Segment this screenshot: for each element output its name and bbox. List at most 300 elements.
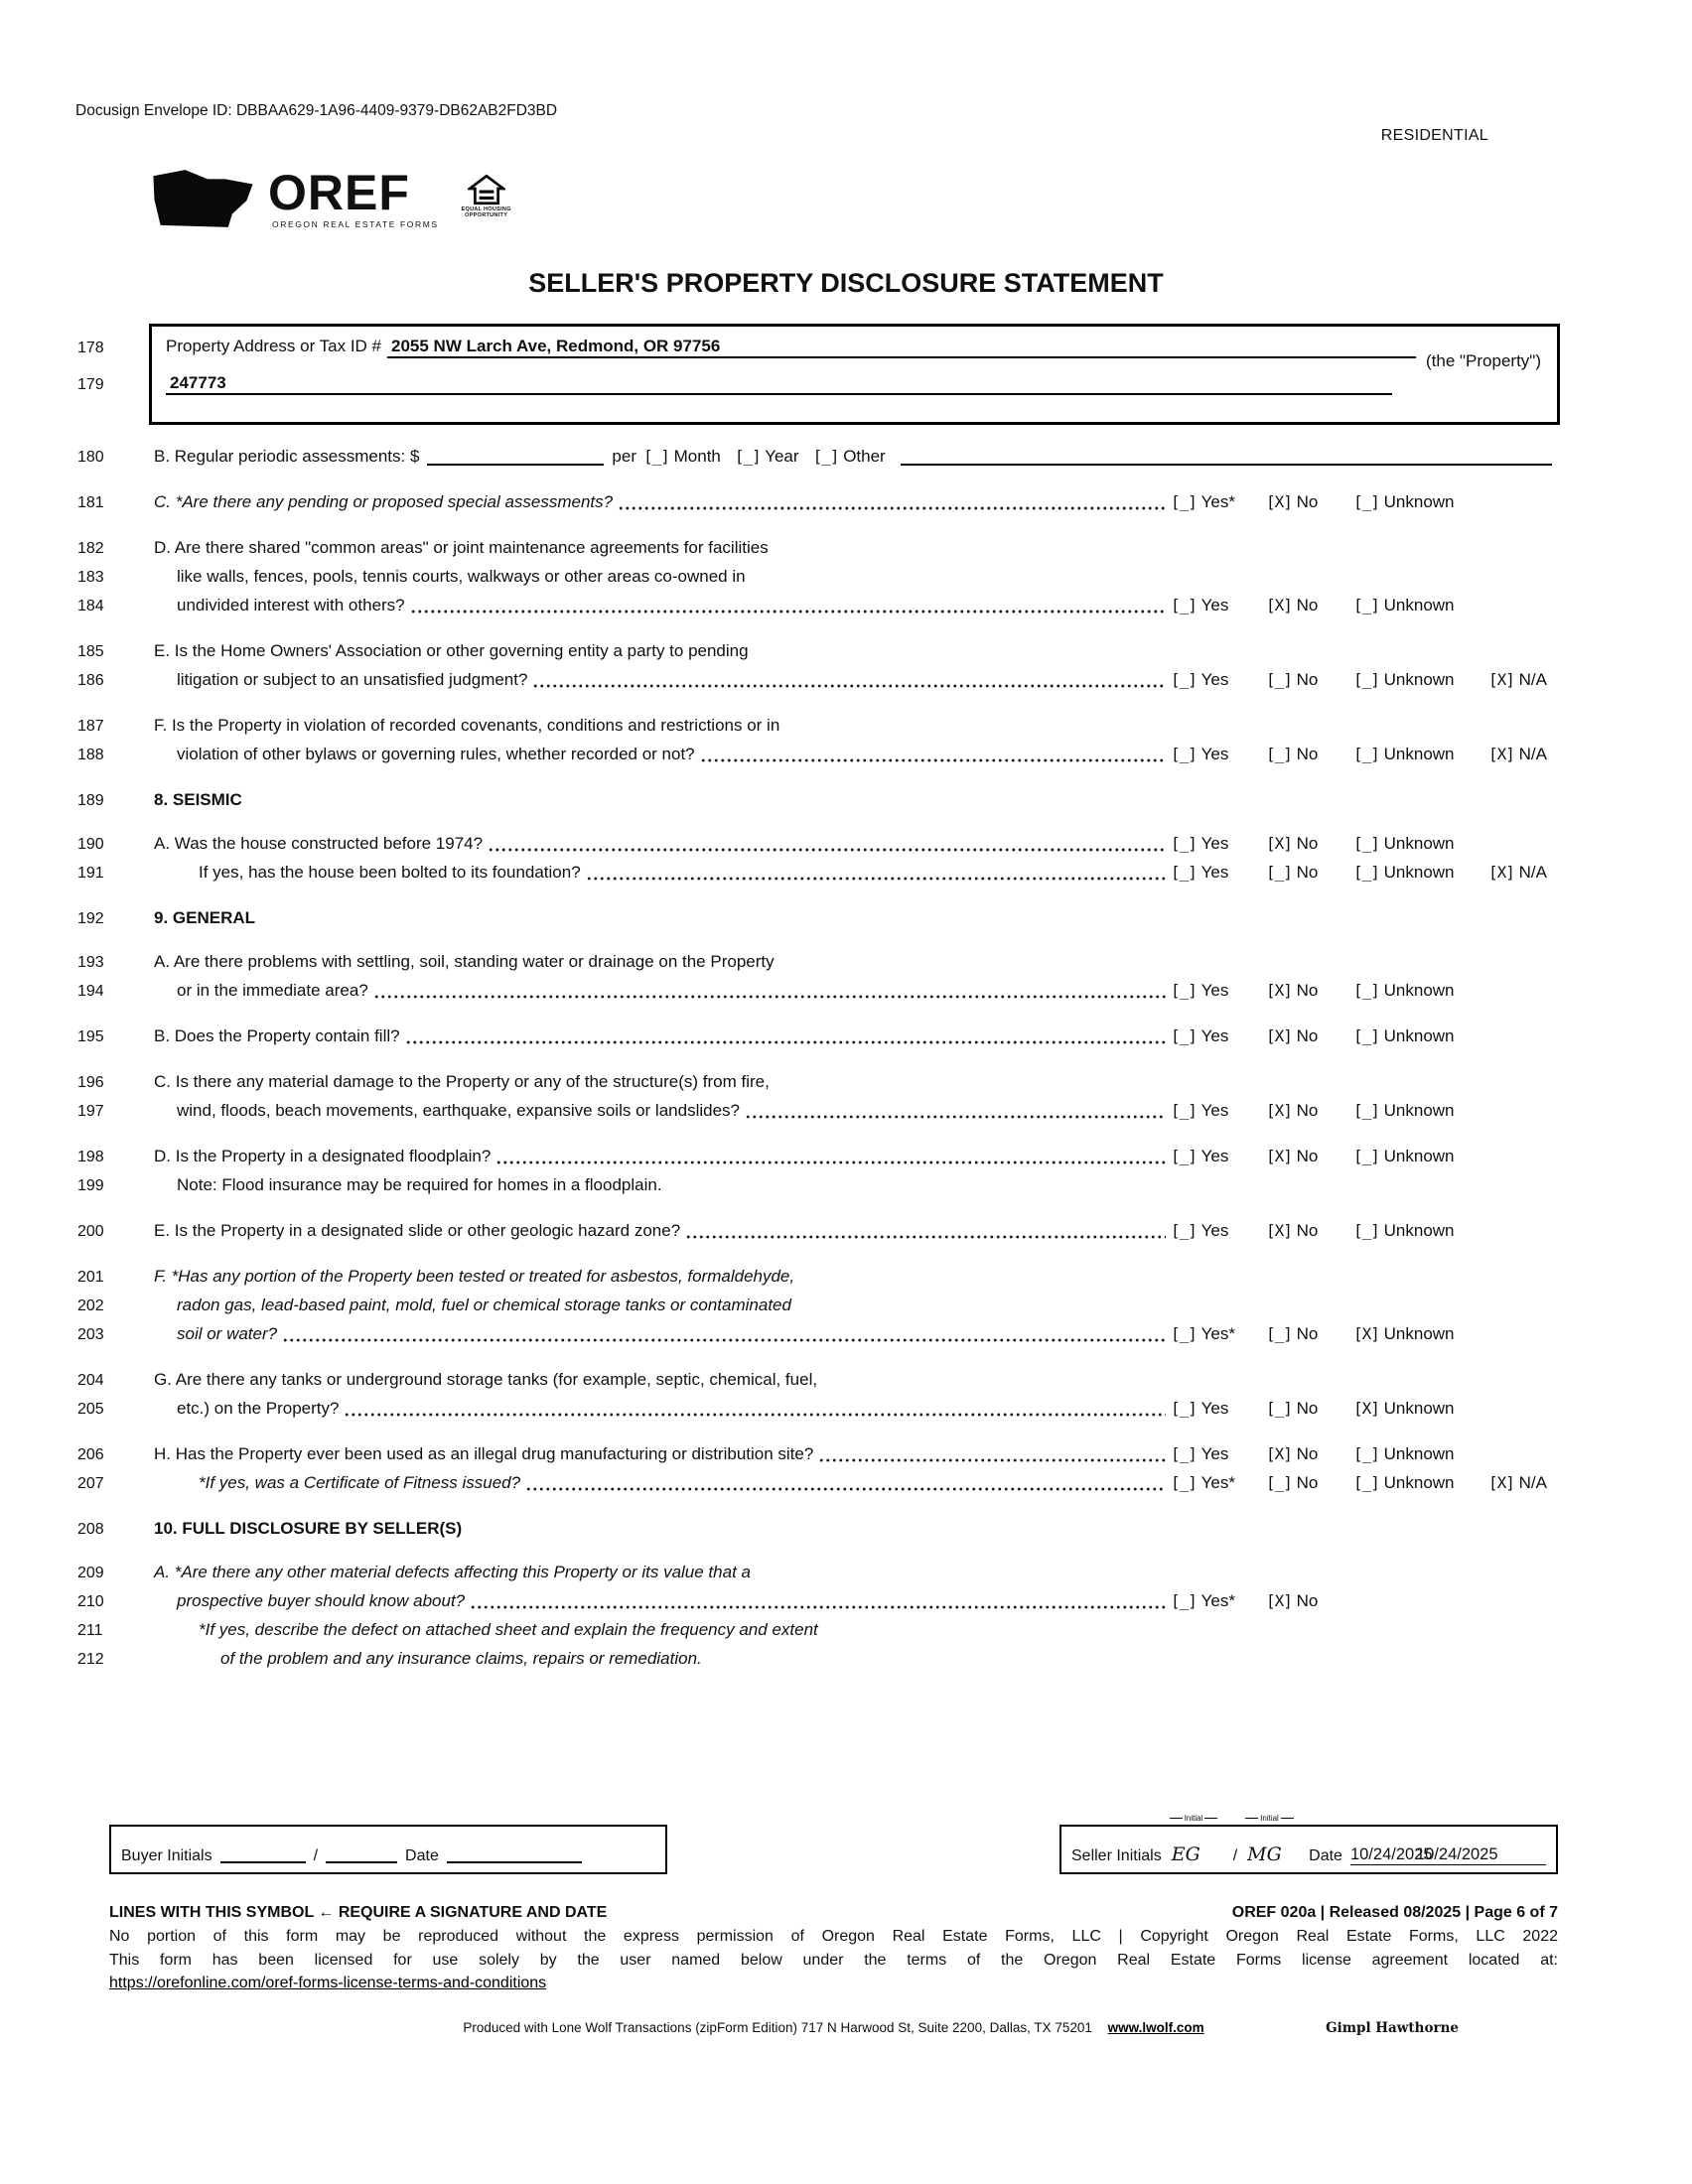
dotted-leader [373,993,1166,999]
checkbox-no[interactable]: [_] [1266,1324,1292,1343]
question-line [77,1616,1560,1645]
checkbox-unknown[interactable]: [_] [1353,1147,1379,1165]
option-label: Unknown [1378,1026,1455,1045]
answer-option-na [1488,741,1560,768]
logo-name: OREF [268,165,410,220]
dotted-leader [532,682,1166,688]
checkbox-na[interactable]: [X] [1488,1473,1514,1492]
property-section [77,324,1560,425]
question-block [77,637,1560,695]
checkbox-unknown[interactable]: [X] [1353,1399,1379,1418]
answer-option-unknown [1353,1217,1488,1245]
answer-options [1171,1395,1560,1423]
property-line-numbers [77,324,149,425]
dotted-leader [410,608,1166,614]
docusign-envelope-id: Docusign Envelope ID: DBBAA629-1A96-4409-9379-DB62AB2FD3BD [75,102,558,119]
initial-tag: Initial [1168,1814,1220,1823]
checkbox-yes[interactable]: [_] [1171,1591,1197,1610]
checkbox-no[interactable]: [X] [1266,834,1292,853]
copyright-line-1: No portion of this form may be reproduced without the express permission of Oregon Real Estate Forms, LLC | Copyright Oregon Real Estate Forms, LLC 2022 [109,1928,1558,1945]
question-text: B. Does the Property contain fill? [154,1026,400,1045]
checkbox-yes[interactable]: [_] [1171,670,1197,689]
option-label: N/A [1513,1473,1547,1492]
question-block [77,830,1560,887]
option-label: N/A [1513,670,1547,689]
dotted-leader [344,1411,1166,1417]
option-label: No [1291,670,1319,689]
question-text: litigation or subject to an unsatisfied judgment? [177,670,528,689]
dotted-leader [405,1038,1166,1044]
dotted-leader [586,875,1166,881]
option-label: Unknown [1378,834,1455,853]
assessments-row [77,443,1560,472]
checkbox-unknown[interactable]: [_] [1353,834,1379,853]
option-label: Unknown [1378,981,1455,1000]
option-label: No [1291,1324,1319,1343]
logo-subtitle: OREGON REAL ESTATE FORMS [272,219,439,229]
option-label: No [1291,981,1319,1000]
answer-option-no [1266,1023,1353,1050]
option-label: Unknown [1378,1399,1455,1418]
line-number: 194 [77,983,104,1000]
checkbox-month[interactable]: [_] [642,447,669,466]
line-number: 204 [77,1372,104,1389]
dotted-leader [745,1113,1166,1119]
question-text: prospective buyer should know about? [177,1591,466,1610]
answer-options [1171,859,1560,887]
answer-options [1171,1217,1560,1245]
section-line [77,904,1560,933]
line-number: 209 [77,1565,104,1581]
seller-slash: / [1232,1847,1238,1864]
answer-option-unknown [1353,1320,1488,1348]
checkbox-yes[interactable]: [_] [1171,596,1197,614]
line-number: 189 [77,792,104,809]
initial-tag: Initial [1243,1814,1296,1823]
checkbox-unknown[interactable]: [_] [1353,1473,1379,1492]
option-label: No [1291,834,1319,853]
option-label: No [1291,863,1319,882]
question-text: A. Are there problems with settling, soil, standing water or drainage on the Property [154,952,775,971]
option-label: No [1291,1147,1319,1165]
question-block [77,1559,1560,1674]
option-label: Unknown [1378,1324,1455,1343]
option-label: Yes [1196,834,1229,853]
question-block [77,534,1560,620]
question-block [77,1366,1560,1424]
answer-option-yes [1171,977,1266,1005]
checkbox-yes[interactable]: [_] [1171,1324,1197,1343]
question-text: A. Was the house constructed before 1974? [154,834,484,853]
license-link[interactable]: https://orefonline.com/oref-forms-license-terms-and-conditions [109,1975,547,1991]
checkbox-yes[interactable]: [_] [1171,863,1197,882]
checkbox-no[interactable]: [X] [1266,981,1292,1000]
oref-logo [149,167,516,230]
question-text: radon gas, lead-based paint, mold, fuel or chemical storage tanks or contaminated [177,1296,791,1314]
checkbox-no[interactable]: [_] [1266,1473,1292,1492]
seller-initial-stamp-1[interactable] [1171,1814,1223,1865]
line-number: 205 [77,1401,104,1418]
answer-option-unknown [1353,666,1488,694]
question-text: C. Is there any material damage to the Property or any of the structure(s) from fire, [154,1072,770,1091]
question-line [77,1440,1560,1469]
checkbox-no[interactable]: [X] [1266,492,1292,511]
buyer-initials-blank-1[interactable] [220,1847,306,1863]
checkbox-no[interactable]: [X] [1266,1101,1292,1120]
checkbox-yes[interactable]: [_] [1171,981,1197,1000]
question-line [77,1645,1560,1674]
seller-initials-1: EG [1171,1843,1200,1865]
checkbox-yes[interactable]: [_] [1171,1101,1197,1120]
option-label: Yes [1196,670,1229,689]
question-line [77,1143,1560,1171]
seller-date-stamps [1350,1845,1546,1865]
checkbox-yes[interactable]: [_] [1171,1147,1197,1165]
checkbox-yes[interactable]: [_] [1171,1444,1197,1463]
question-text: Note: Flood insurance may be required for homes in a floodplain. [177,1175,662,1194]
option-label: Yes [1196,1221,1229,1240]
lwolf-link[interactable]: www.lwolf.com [1107,2020,1204,2035]
checkbox-unknown[interactable]: [_] [1353,596,1379,614]
answer-option-na [1488,1469,1560,1497]
option-label: No [1291,1101,1319,1120]
answer-options [1171,1587,1560,1615]
page-footer [109,1814,1558,2036]
checkbox-yes[interactable]: [_] [1171,492,1197,511]
option-label: Unknown [1378,745,1455,763]
answer-option-unknown [1353,741,1488,768]
seller-date-label: Date [1309,1847,1342,1864]
line-number: 180 [77,449,104,466]
answer-option-yes [1171,1023,1266,1050]
answer-option-yes [1171,1217,1266,1245]
checkbox-other[interactable]: [_] [812,447,839,466]
answer-option-no [1266,592,1353,619]
answer-options [1171,1320,1560,1348]
checkbox-no[interactable]: [_] [1266,745,1292,763]
question-line [77,563,1560,592]
answer-option-yes [1171,1320,1266,1348]
dotted-leader [818,1456,1166,1462]
line-number: 198 [77,1149,104,1165]
answer-option-yes [1171,488,1266,516]
option-label: Unknown [1378,670,1455,689]
option-label: Yes [1196,1444,1229,1463]
option-label: No [1291,1026,1319,1045]
question-text: B. Regular periodic assessments: $ [154,447,420,466]
question-text: wind, floods, beach movements, earthquake, expansive soils or landslides? [177,1101,740,1120]
question-line [77,859,1560,887]
checkbox-no[interactable]: [_] [1266,1399,1292,1418]
assessment-other-blank[interactable] [901,450,1552,466]
section-title: 9. GENERAL [154,908,256,927]
line-number: 201 [77,1269,104,1286]
question-text: violation of other bylaws or governing rules, whether recorded or not? [177,745,695,763]
checkbox-yes[interactable]: [_] [1171,1026,1197,1045]
answer-option-yes [1171,1097,1266,1125]
checkbox-yes[interactable]: [_] [1171,1221,1197,1240]
question-block [77,1068,1560,1126]
question-block [77,1440,1560,1498]
buyer-slash: / [313,1847,319,1864]
answer-option-no [1266,488,1353,516]
option-label: Yes* [1196,1473,1235,1492]
question-text: D. Are there shared "common areas" or joint maintenance agreements for facilities [154,538,769,557]
question-line [77,534,1560,563]
checkbox-unknown[interactable]: [_] [1353,863,1379,882]
checkbox-unknown[interactable]: [_] [1353,745,1379,763]
buyer-date-blank[interactable] [447,1847,582,1863]
answer-option-yes [1171,1587,1266,1615]
assessment-amount-blank[interactable] [427,450,604,466]
question-text: etc.) on the Property? [177,1399,340,1418]
option-label: Unknown [1378,1147,1455,1165]
line-number: 183 [77,569,104,586]
question-line [77,977,1560,1006]
checkbox-unknown[interactable]: [_] [1353,1101,1379,1120]
answer-option-unknown [1353,977,1488,1005]
answer-option-na [1488,666,1560,694]
answer-options [1171,741,1560,768]
option-label: N/A [1513,863,1547,882]
seller-initials-label: Seller Initials [1071,1847,1162,1864]
answer-option-no [1266,741,1353,768]
answer-option-unknown [1353,830,1488,858]
checkbox-unknown[interactable]: [_] [1353,1444,1379,1463]
question-line [77,1292,1560,1320]
answer-options [1171,488,1560,516]
option-label: Unknown [1378,492,1455,511]
answer-option-yes [1171,1440,1266,1468]
checkbox-no[interactable]: [X] [1266,1221,1292,1240]
tax-id-line [166,373,1541,410]
checkbox-no[interactable]: [X] [1266,1147,1292,1165]
answer-option-yes [1171,592,1266,619]
dotted-leader [488,846,1166,852]
line-number: 212 [77,1651,104,1668]
dotted-leader [495,1159,1166,1164]
checkbox-unknown[interactable]: [_] [1353,1221,1379,1240]
dotted-leader [685,1233,1166,1239]
checkbox-unknown[interactable]: [_] [1353,981,1379,1000]
checkbox-yes[interactable]: [_] [1171,1473,1197,1492]
line-number: 182 [77,540,104,557]
checkbox-year[interactable]: [_] [734,447,761,466]
line-number: 206 [77,1446,104,1463]
section-heading [77,904,1560,933]
checkbox-no[interactable]: [_] [1266,670,1292,689]
checkbox-no[interactable]: [X] [1266,596,1292,614]
option-label: Unknown [1378,863,1455,882]
form-title: SELLER'S PROPERTY DISCLOSURE STATEMENT [528,268,1164,298]
option-label: Yes [1196,1399,1229,1418]
answer-options [1171,1097,1560,1125]
option-label: Yes [1196,596,1229,614]
answer-option-no [1266,1320,1353,1348]
assessments-block [77,443,1560,472]
question-text: E. Is the Home Owners' Association or other governing entity a party to pending [154,641,749,660]
question-line [77,1023,1560,1051]
line-number: 211 [77,1622,103,1639]
question-text: like walls, fences, pools, tennis courts, walkways or other areas co-owned in [177,567,746,586]
question-block [77,948,1560,1006]
question-text: If yes, has the house been bolted to its foundation? [199,863,581,882]
question-block [77,1023,1560,1051]
section-line [77,1515,1560,1544]
question-line [77,741,1560,769]
assessments-content [154,443,1560,471]
property-suffix: (the "Property") [1426,351,1541,370]
line-number: 179 [77,376,104,393]
line-number: 202 [77,1297,104,1314]
signature-note: LINES WITH THIS SYMBOL ← REQUIRE A SIGNATURE AND DATE [109,1904,608,1921]
line-number: 191 [77,865,104,882]
answer-option-yes [1171,666,1266,694]
oregon-state-icon [149,167,258,230]
answer-options [1171,1143,1560,1170]
checkbox-yes[interactable]: [_] [1171,745,1197,763]
answer-option-yes [1171,1469,1266,1497]
option-label: N/A [1513,745,1547,763]
seller-initial-stamp-2[interactable] [1247,1814,1299,1865]
checkbox-no[interactable]: [X] [1266,1026,1292,1045]
equal-housing-label: EQUAL HOUSING OPPORTUNITY [461,206,511,218]
answer-option-yes [1171,1143,1266,1170]
option-label: No [1291,492,1319,511]
line-number: 196 [77,1074,104,1091]
question-block [77,1143,1560,1200]
property-address-label: Property Address or Tax ID # [166,337,382,355]
produced-by: Produced with Lone Wolf Transactions (zipForm Edition) 717 N Harwood St, Suite 2200, Dallas, TX 75201 [463,2020,1092,2035]
checkbox-no[interactable]: [X] [1266,1444,1292,1463]
checkbox-unknown[interactable]: [_] [1353,492,1379,511]
question-blocks [77,488,1560,1674]
question-line [77,1395,1560,1424]
answer-option-no [1266,666,1353,694]
logo-text-block [268,167,439,229]
question-line [77,1469,1560,1498]
question-block [77,1263,1560,1349]
question-line [77,1263,1560,1292]
answer-option-yes [1171,830,1266,858]
line-number: 188 [77,747,104,763]
option-label: Unknown [1378,1444,1455,1463]
question-line [77,1068,1560,1097]
buyer-initials-label: Buyer Initials [121,1847,212,1864]
question-text: *If yes, describe the defect on attached sheet and explain the frequency and extent [199,1620,818,1639]
legal-row [109,1904,1558,1922]
question-line [77,948,1560,977]
option-label: Unknown [1378,1473,1455,1492]
answer-option-no [1266,830,1353,858]
checkbox-no[interactable]: [_] [1266,863,1292,882]
buyer-date-label: Date [405,1847,439,1864]
buyer-initials-box [109,1825,667,1874]
answer-option-unknown [1353,859,1488,887]
line-number: 193 [77,954,104,971]
question-line [77,1366,1560,1395]
answer-options [1171,830,1560,858]
property-address-value[interactable]: 2055 NW Larch Ave, Redmond, OR 97756 [387,337,1416,358]
question-line [77,712,1560,741]
question-line [77,1587,1560,1616]
residential-label: RESIDENTIAL [1380,127,1488,144]
checkbox-yes[interactable]: [_] [1171,834,1197,853]
section-title: 8. SEISMIC [154,790,242,809]
question-text: undivided interest with others? [177,596,405,614]
answer-option-no [1266,1440,1353,1468]
equal-housing-icon [457,173,516,218]
tax-id-value[interactable]: 247773 [166,373,1392,395]
answer-options [1171,977,1560,1005]
seller-date-2: 10/24/2025 [1415,1845,1498,1863]
line-number: 178 [77,340,104,356]
line-number: 210 [77,1593,104,1610]
checkbox-unknown[interactable]: [_] [1353,670,1379,689]
checkbox-no[interactable]: [X] [1266,1591,1292,1610]
line-number: 184 [77,598,104,614]
question-line [77,1320,1560,1349]
checkbox-unknown[interactable]: [X] [1353,1324,1379,1343]
answer-options [1171,1469,1560,1497]
checkbox-na[interactable]: [X] [1488,863,1514,882]
year-option [735,443,799,471]
question-line [77,666,1560,695]
dotted-leader [525,1485,1166,1491]
line-number: 195 [77,1028,104,1045]
answer-option-no [1266,1395,1353,1423]
answer-options [1171,1023,1560,1050]
seller-initials-2: MG [1247,1843,1282,1865]
checkbox-unknown[interactable]: [_] [1353,1026,1379,1045]
line-number: 187 [77,718,104,735]
option-label: Yes [1196,1026,1229,1045]
answer-option-unknown [1353,1097,1488,1125]
section-line [77,786,1560,815]
property-box [149,324,1560,425]
answer-option-no [1266,1143,1353,1170]
month-option [643,443,721,471]
option-label: Unknown [1378,1101,1455,1120]
buyer-initials-blank-2[interactable] [326,1847,397,1863]
answer-option-no [1266,1097,1353,1125]
answer-option-yes [1171,741,1266,768]
question-text: C. *Are there any pending or proposed special assessments? [154,492,614,511]
other-label: Other [843,447,886,466]
answer-option-yes [1171,1395,1266,1423]
option-label: Unknown [1378,596,1455,614]
option-label: Yes [1196,745,1229,763]
answer-option-no [1266,1217,1353,1245]
question-line [77,592,1560,620]
question-text: F. *Has any portion of the Property been tested or treated for asbestos, formaldehyde, [154,1267,795,1286]
option-label: Yes [1196,1147,1229,1165]
section-heading [77,786,1560,815]
question-line [77,1217,1560,1246]
line-number: 186 [77,672,104,689]
question-text: F. Is the Property in violation of recorded covenants, conditions and restrictions or in [154,716,780,735]
answer-option-unknown [1353,1143,1488,1170]
line-number: 203 [77,1326,104,1343]
month-label: Month [673,447,721,466]
property-address-line [166,337,1541,373]
checkbox-na[interactable]: [X] [1488,745,1514,763]
question-block [77,1217,1560,1246]
checkbox-na[interactable]: [X] [1488,670,1514,689]
question-block [77,488,1560,517]
checkbox-yes[interactable]: [_] [1171,1399,1197,1418]
answer-option-no [1266,1469,1353,1497]
